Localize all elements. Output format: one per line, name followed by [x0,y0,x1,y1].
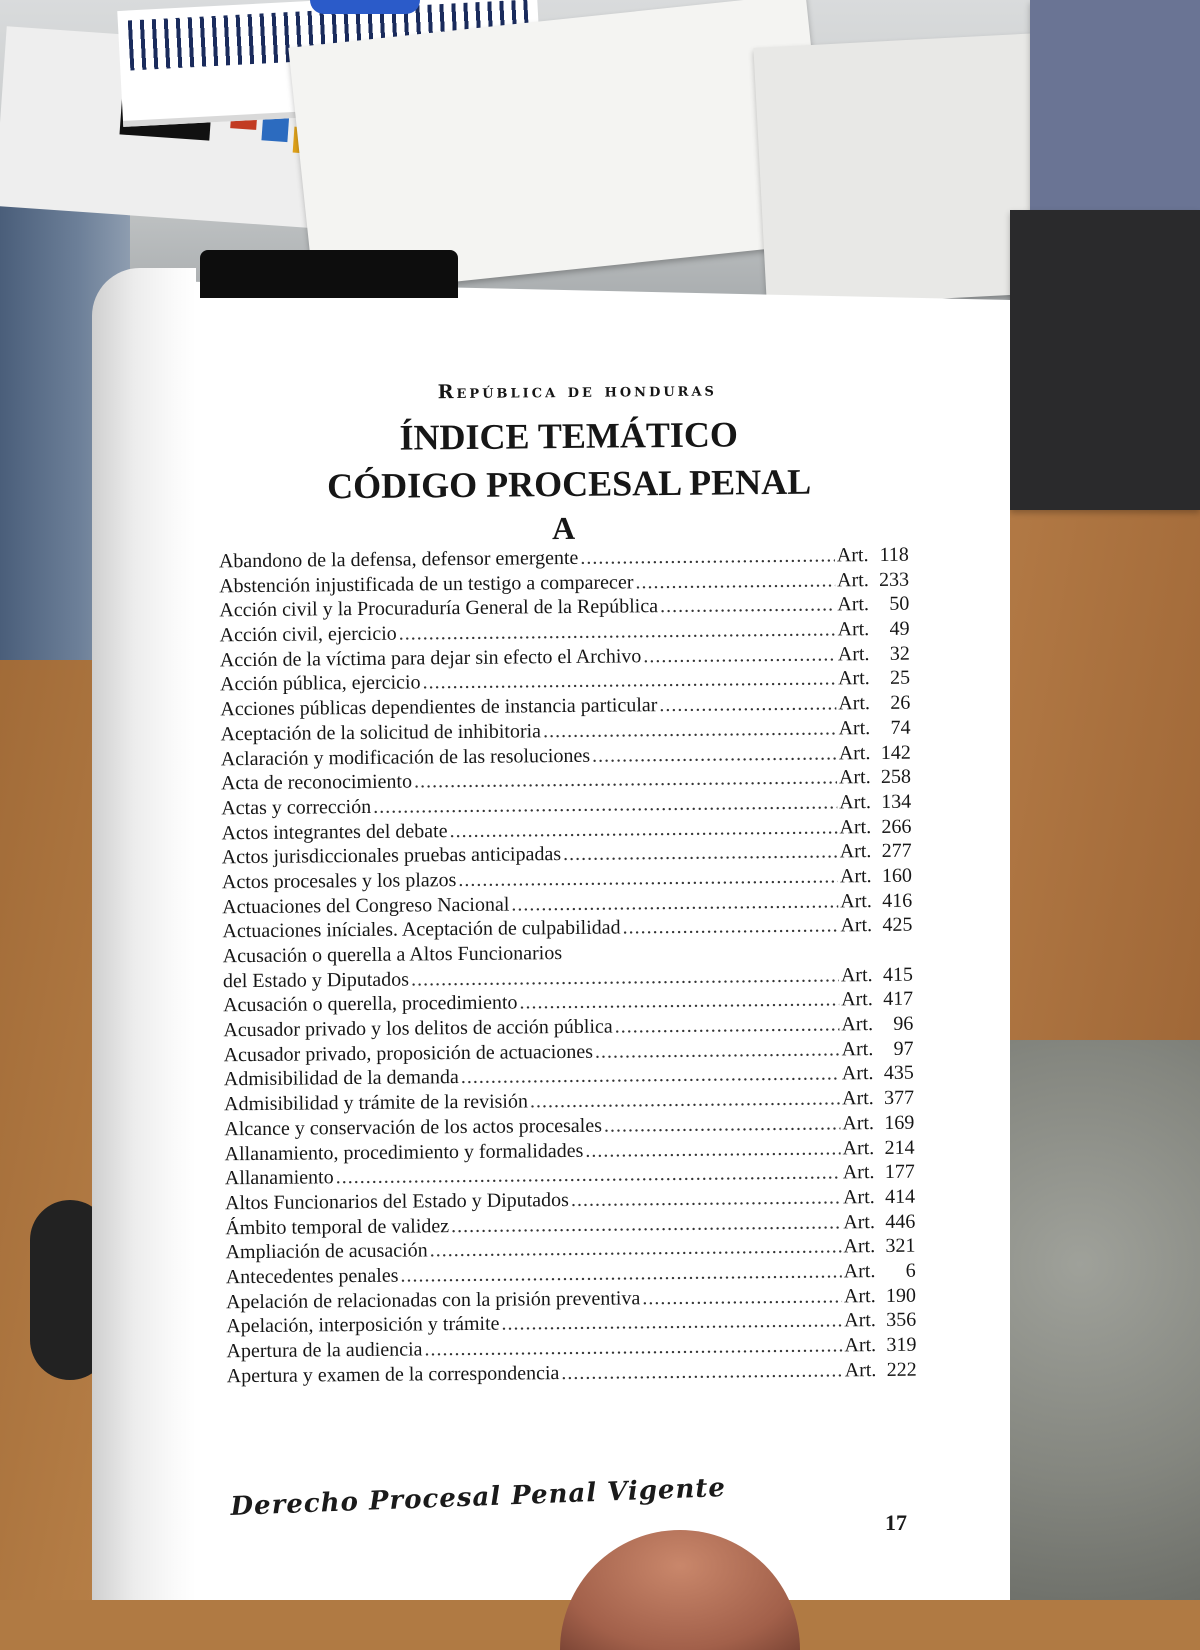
entry-label: Acciones públicas dependientes de instancia particular [220,694,658,721]
paper-stack [1030,0,1200,220]
article-reference [843,1234,915,1259]
article-reference [844,1283,916,1308]
article-reference [843,1209,915,1234]
dark-folder [1010,210,1200,510]
entry-label: Antecedentes penales [225,1264,399,1289]
dot-leader [458,864,838,892]
bookmark-clip [200,250,458,298]
dot-leader [449,815,837,843]
entry-label: Aceptación de la solicitud de inhibitoria [220,720,542,746]
article-reference [839,814,911,839]
article-reference [841,962,913,987]
entry-label: Acusación o querella, procedimiento [223,991,518,1017]
article-abbrev: Art. [842,1111,875,1135]
article-abbrev: Art. [844,1358,877,1382]
article-number: 25 [889,667,911,690]
dot-leader [659,692,836,718]
article-reference [837,617,909,642]
article-abbrev: Art. [843,1259,876,1283]
blue-object [310,0,420,14]
article-abbrev: Art. [841,988,873,1011]
dot-leader [511,889,838,917]
dot-leader [543,716,837,744]
article-abbrev: Art. [838,741,871,764]
article-number: 446 [885,1210,916,1233]
dot-leader [461,1062,840,1090]
dot-leader [642,1284,842,1311]
page-curl [92,268,196,1600]
article-reference [842,1061,914,1086]
article-number: 222 [886,1358,917,1381]
dot-leader [563,840,838,867]
floor-tiles [1000,1040,1200,1600]
entry-label: Abandono de la defensa, defensor emergente [218,546,579,573]
article-abbrev: Art. [841,1087,874,1110]
article-number: 435 [883,1062,914,1085]
article-number: 32 [889,642,910,665]
article-abbrev: Art. [838,766,871,789]
article-abbrev: Art. [837,618,870,641]
dot-leader [643,642,836,669]
entry-label: Actuaciones iníciales. Aceptación de culpabilidad [222,916,621,943]
entry-label: Ámbito temporal de validez [225,1214,450,1239]
article-abbrev: Art. [843,1210,876,1233]
dot-leader [564,956,839,959]
article-reference [837,543,909,568]
article-reference [842,1110,914,1135]
article-abbrev: Art. [840,914,873,937]
article-number: 6 [905,1259,916,1282]
entry-label: Actas y corrección [221,795,372,820]
article-reference [840,913,912,938]
article-number: 319 [886,1333,917,1356]
entry-label: Admisibilidad de la demanda [223,1066,459,1091]
entry-label: Admisibilidad y trámite de la revisión [224,1090,529,1116]
article-reference [838,691,910,716]
dot-leader [635,568,835,595]
article-reference [839,765,911,790]
dot-leader [530,1087,840,1115]
article-number: 190 [885,1284,917,1307]
entry-label: Actuaciones del Congreso Nacional [222,893,510,918]
entry-label: Alcance y conservación de los actos procesales [224,1114,603,1141]
article-abbrev: Art. [838,716,871,740]
article-reference [845,1357,917,1382]
article-number: 74 [890,716,911,739]
section-letter: A [551,509,576,547]
article-abbrev: Art. [841,1037,874,1061]
entry-label: Actos integrantes del debate [221,819,448,844]
article-reference [844,1259,916,1284]
article-abbrev: Art. [842,1161,875,1184]
article-reference [839,790,911,815]
entry-label: Aclaración y modificación de las resoluciones [220,744,591,770]
article-reference [838,641,910,666]
entry-label: Acta de reconocimiento [220,770,413,795]
dot-leader [660,593,836,619]
dot-leader [585,1136,840,1163]
entry-label: Allanamiento, procedimiento y formalidades [224,1139,584,1165]
dot-leader [451,1210,841,1238]
entry-label: Acción de la víctima para dejar sin efecto el Archivo [219,645,642,672]
dot-leader [501,1309,842,1337]
entry-label: Acusación o querella a Altos Funcionarios [222,942,563,968]
article-number: 425 [882,913,913,937]
article-number: 417 [883,988,914,1011]
dot-leader [592,741,837,768]
entry-label: Abstención injustificada de un testigo a comparecer [219,571,634,598]
article-abbrev: Art. [838,692,871,715]
article-number: 118 [879,543,909,566]
article-abbrev: Art. [844,1309,876,1332]
article-number: 142 [880,741,911,764]
dot-leader [623,914,839,941]
article-number: 266 [881,815,912,838]
article-reference [841,987,913,1012]
article-abbrev: Art. [837,642,870,666]
index-entries [219,543,917,1389]
entry-label: Acusador privado, proposición de actuaciones [223,1040,594,1067]
article-number: 377 [883,1086,915,1110]
article-reference [844,1333,916,1358]
dot-leader [615,1012,840,1039]
article-reference [842,1086,914,1111]
entry-label: Apertura y examen de la correspondencia [226,1361,560,1387]
article-abbrev: Art. [839,840,872,863]
article-abbrev: Art. [837,593,870,616]
article-abbrev: Art. [841,1013,874,1036]
article-number: 96 [893,1012,914,1035]
dot-leader [519,988,839,1016]
article-reference [840,864,912,889]
page-number: 17 [885,1510,907,1535]
article-number: 134 [881,790,912,813]
article-abbrev: Art. [840,889,872,913]
entry-label: Apelación, interposición y trámite [226,1312,500,1338]
index-content [217,377,917,1389]
article-number: 214 [884,1136,915,1159]
article-reference [838,666,910,691]
article-number: 258 [880,765,912,789]
article-reference [840,839,912,864]
article-abbrev: Art. [842,1136,875,1159]
entry-label: del Estado y Diputados [222,968,410,992]
article-abbrev: Art. [843,1284,876,1307]
article-reference [838,716,910,741]
entry-label: Actos procesales y los plazos [221,868,457,894]
article-abbrev: Art. [839,790,872,814]
article-number: 160 [881,864,913,887]
article-abbrev: Art. [843,1235,876,1258]
article-abbrev: Art. [839,865,872,888]
article-number: 97 [893,1037,914,1060]
article-reference [841,1036,913,1061]
article-reference [837,592,909,617]
republic-heading: República de honduras [437,378,718,404]
article-number: 277 [881,839,912,863]
article-number: 414 [884,1185,916,1208]
article-abbrev: Art. [839,815,872,838]
entry-label: Apertura de la audiencia [226,1338,423,1363]
article-reference [841,1012,913,1037]
article-reference [844,1308,916,1333]
entry-label: Acción pública, ejercicio [219,671,421,696]
dot-leader [571,1185,841,1212]
article-number: 50 [889,593,910,616]
article-number: 49 [889,617,910,640]
article-number: 26 [890,691,911,715]
book-title: Derecho Procesal Penal Vigente [230,1472,727,1522]
article-reference [842,1135,914,1160]
article-reference [840,888,912,913]
article-abbrev: Art. [837,667,870,690]
article-number: 321 [885,1234,916,1258]
article-abbrev: Art. [836,544,869,567]
article-reference [843,1160,915,1185]
article-reference [841,956,913,957]
entry-label: Apelación de relacionadas con la prisión preventiva [225,1286,641,1313]
article-abbrev: Art. [840,963,873,987]
article-reference [843,1185,915,1210]
entry-label: Acusador privado y los delitos de acción pública [223,1015,613,1042]
entry-label: Ampliación de acusación [225,1239,428,1264]
entry-label: Acción civil, ejercicio [219,622,397,647]
article-abbrev: Art. [844,1334,877,1357]
entry-label: Actos jurisdiccionales pruebas anticipadas [221,843,562,869]
article-number: 169 [884,1111,915,1134]
article-abbrev: Art. [837,568,869,592]
article-reference [839,740,911,765]
entry-label: Allanamiento [224,1166,334,1190]
article-number: 356 [886,1308,917,1332]
dot-leader [580,543,835,570]
entry-label: Altos Funcionarios del Estado y Diputados [224,1188,570,1215]
article-reference [837,567,909,592]
entry-label: Acción civil y la Procuraduría General de la República [219,595,659,622]
dot-leader [561,1358,843,1385]
article-abbrev: Art. [842,1185,875,1209]
article-number: 177 [884,1160,915,1184]
article-abbrev: Art. [841,1062,874,1085]
article-number: 416 [882,889,913,912]
dot-leader [595,1037,840,1064]
article-number: 415 [882,963,914,986]
dot-leader [604,1111,841,1138]
article-number: 233 [879,568,910,591]
index-title: ÍNDICE TEMÁTICO [399,414,739,458]
code-title: CÓDIGO PROCESAL PENAL [326,461,812,507]
